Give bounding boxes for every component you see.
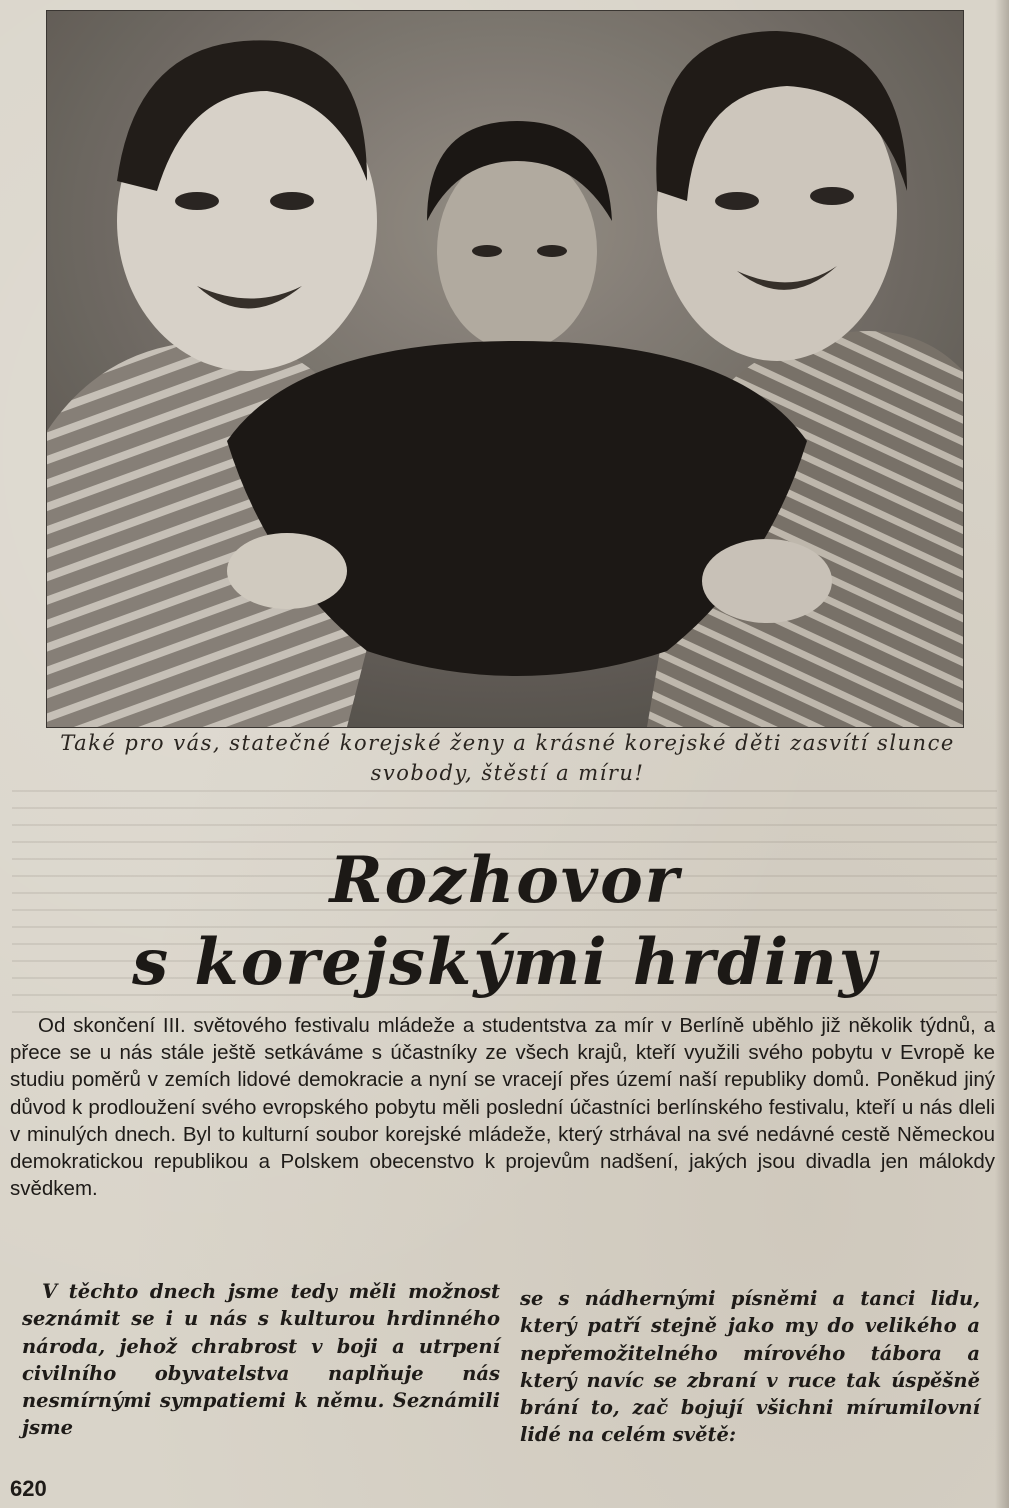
page-edge-shadow [995, 0, 1009, 1508]
caption-line-1: Také pro vás, statečné korejské ženy a krásné korejské děti zasvítí slunce [60, 731, 955, 755]
article-column-right [520, 1285, 980, 1449]
photo-women-and-child-icon [47, 11, 963, 727]
column-right-text: se s nádhernými písněmi a tanci lidu, který patří stejně jako my do velikého a nepřemožitelného mírového tábora a který navíc se zbraní v ruce tak úspěšně brání to, zač bojují všichni mírumilovní lidé na celém světě: [520, 1287, 980, 1447]
lead-paragraph: Od skončení III. světového festivalu mládeže a studentstva za mír v Berlíně uběhlo již několik týdnů, a přece se u nás stále ještě setkáváme s účastníky ze všech krajů, kteří využili svého pobytu v Evropě ke studiu poměrů v zemích lidové demokracie a nyní se vracejí přes území naší republiky domů. Poněkud jiný důvod k prodloužení svého evropského pobytu měli poslední účastníci berlínského festivalu, kteří u nás dleli v minulých dnech. Byl to kulturní soubor korejské mládeže, který strhával na své nedávné cestě Německou demokratickou republikou a Polskem obecenstvo k projevům nadšení, jakých jsou divadla jen málokdy svědkem. [10, 1014, 995, 1201]
photo-caption [20, 728, 995, 788]
article-title [40, 840, 970, 1004]
title-line-2: s korejskými hrdiny [132, 925, 878, 1000]
article-lead [10, 1012, 995, 1202]
page-number: 620 [10, 1476, 47, 1501]
photo-women-and-child [46, 10, 964, 728]
title-line-1: Rozhovor [329, 843, 681, 918]
caption-line-2: svobody, štěstí a míru! [370, 761, 645, 785]
article-column-left [22, 1278, 500, 1442]
column-left-text: V těchto dnech jsme tedy měli možnost seznámit se i u nás s kulturou hrdinného národa, jehož chrabrost v boji a utrpení civilního obyvatelstva naplňuje nás nesmírnými sympatiemi k němu. Seznámili jsme [22, 1280, 500, 1440]
